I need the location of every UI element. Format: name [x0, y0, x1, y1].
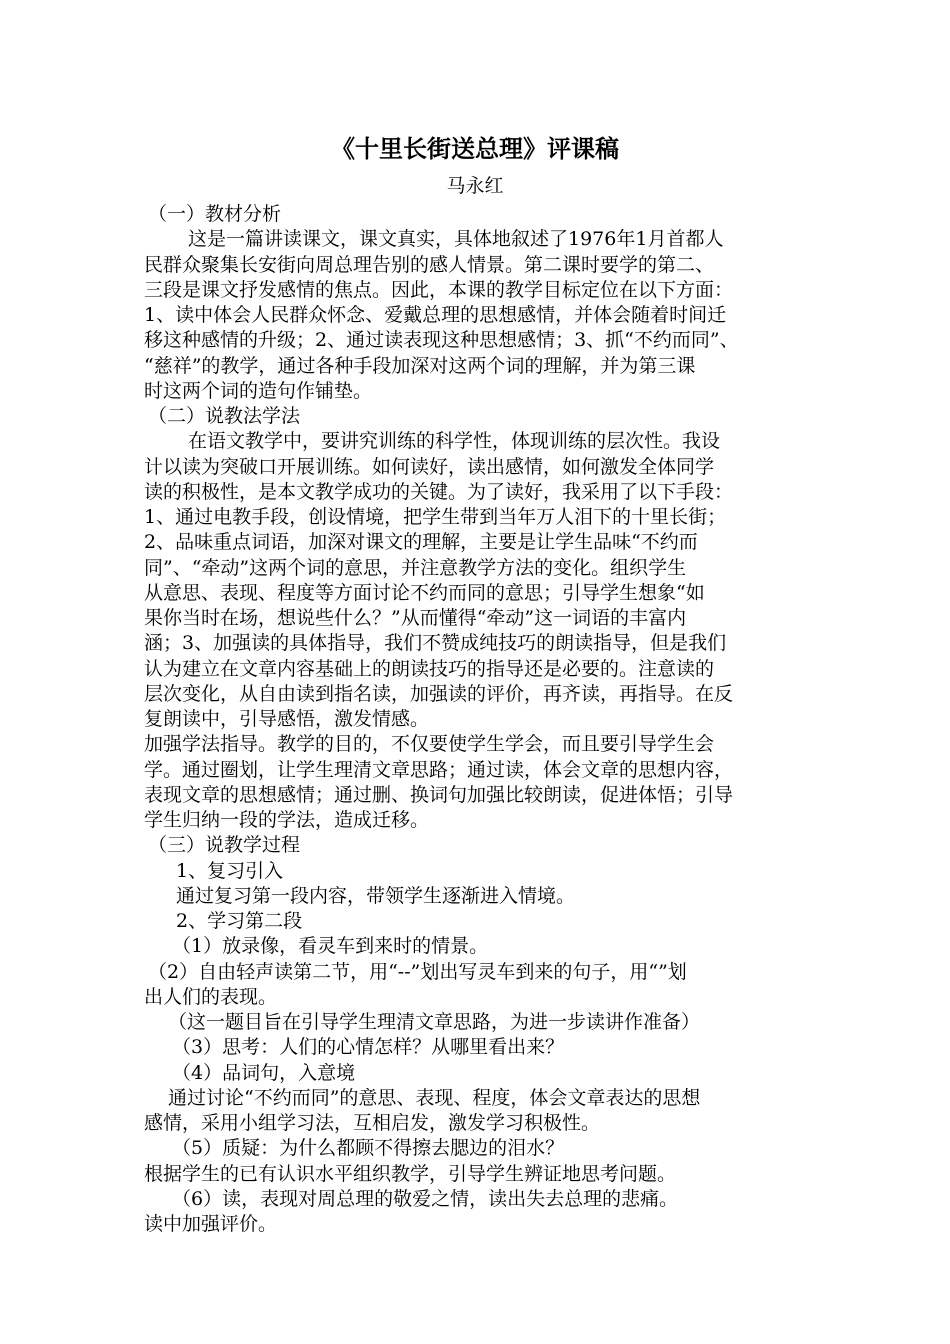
document-body: [144, 202, 814, 1237]
paragraph-line: 1、通过电教手段，创设情境，把学生带到当年万人泪下的十里长街；: [144, 506, 727, 528]
step-line: （3）思考：人们的心情怎样？从哪里看出来？: [172, 1036, 565, 1059]
document-author: 马永红: [446, 175, 504, 197]
paragraph-line: 果你当时在场，想说些什么？”从而懂得“牵动”这一词语的丰富内: [144, 607, 687, 629]
section-heading: （二）说教法学法: [148, 405, 301, 427]
paragraph-line: 三段是课文抒发感情的焦点。因此，本课的教学目标定位在以下方面：: [144, 278, 734, 301]
paragraph-line: 在语文教学中，要讲究训练的科学性，体现训练的层次性。我设: [188, 430, 721, 453]
paragraph-line: 民群众聚集长安街向周总理告别的感人情景。第二课时要学的第二、: [144, 253, 715, 276]
step-line: （6）读，表现对周总理的敬爱之情，读出失去总理的悲痛。: [172, 1187, 679, 1210]
paragraph-line: 涵；3、加强读的具体指导，我们不赞成纯技巧的朗读指导，但是我们: [144, 632, 727, 655]
paragraph-line: 根据学生的已有认识水平组织教学，引导学生辨证地思考问题。: [144, 1162, 677, 1185]
subheading: 1、复习引入: [176, 859, 284, 882]
document-title: 《十里长街送总理》评课稿: [331, 134, 619, 163]
section-heading: （三）说教学过程: [148, 834, 301, 857]
paragraph-line: 表现文章的思想感情；通过删、换词句加强比较朗读，促进体悟；引导: [144, 783, 734, 806]
paragraph-line: 从意思、表现、程度等方面讨论不约而同的意思；引导学生想象“如: [144, 581, 705, 604]
step-line: （2）自由轻声读第二节，用“--”划出写灵车到来的句子，用“”划: [148, 960, 687, 983]
paragraph-line: 通过复习第一段内容，带领学生逐渐进入情境。: [176, 884, 576, 907]
step-line: （5）质疑：为什么都顾不得擦去腮边的泪水？: [172, 1137, 565, 1160]
paragraph-line: “慈祥”的教学，通过各种手段加深对这两个词的理解，并为第三课: [144, 354, 696, 377]
paragraph-line: 计以读为突破口开展训练。如何读好，读出感情，如何激发全体同学: [144, 455, 715, 478]
subheading: 2、学习第二段: [176, 910, 303, 932]
paragraph-line: 时这两个词的造句作铺垫。: [144, 379, 373, 402]
step-line: （1）放录像，看灵车到来时的情景。: [172, 935, 489, 958]
paragraph-line: 1、读中体会人民群众怀念、爱戴总理的思想感情，并体会随着时间迁: [144, 304, 727, 326]
step-line: 出人们的表现。: [144, 985, 278, 1008]
note-line: （这一题目旨在引导学生理清文章思路，为进一步读讲作准备）: [168, 1011, 701, 1033]
paragraph-line: 2、品味重点词语，加深对课文的理解，主要是让学生品味“不约而: [144, 531, 698, 554]
step-line: （4）品词句，入意境: [172, 1061, 356, 1084]
paragraph-line: 层次变化，从自由读到指名读，加强读的评价，再齐读，再指导。在反: [144, 682, 734, 705]
paragraph-line: 加强学法指导。教学的目的，不仅要使学生学会，而且要引导学生会: [144, 733, 715, 756]
paragraph-line: 读中加强评价。: [144, 1213, 278, 1235]
paragraph-line: 同”、“牵动”这两个词的意思，并注意教学方法的变化。组织学生: [144, 556, 687, 579]
paragraph-line: 学。通过圈划，让学生理清文章思路；通过读，体会文章的思想内容，: [144, 758, 734, 781]
paragraph-line: 读的积极性，是本文教学成功的关键。为了读好，我采用了以下手段：: [144, 480, 734, 503]
section-heading: （一）教材分析: [148, 203, 282, 225]
paragraph-line: 通过讨论“不约而同”的意思、表现、程度，体会文章表达的思想: [168, 1086, 701, 1109]
paragraph-line: 感情，采用小组学习法，互相启发，激发学习积极性。: [144, 1112, 601, 1134]
paragraph-line: 学生归纳一段的学法，造成迁移。: [144, 809, 430, 831]
paragraph-line: 这是一篇讲读课文，课文真实，具体地叙述了1976年1月首都人: [188, 228, 724, 251]
paragraph-line: 认为建立在文章内容基础上的朗读技巧的指导还是必要的。注意读的: [144, 657, 715, 680]
paragraph-line: 复朗读中，引导感悟，激发情感。: [144, 708, 430, 730]
paragraph-line: 移这种感情的升级；2、通过读表现这种思想感情；3、抓“不约而同”、: [144, 329, 739, 352]
